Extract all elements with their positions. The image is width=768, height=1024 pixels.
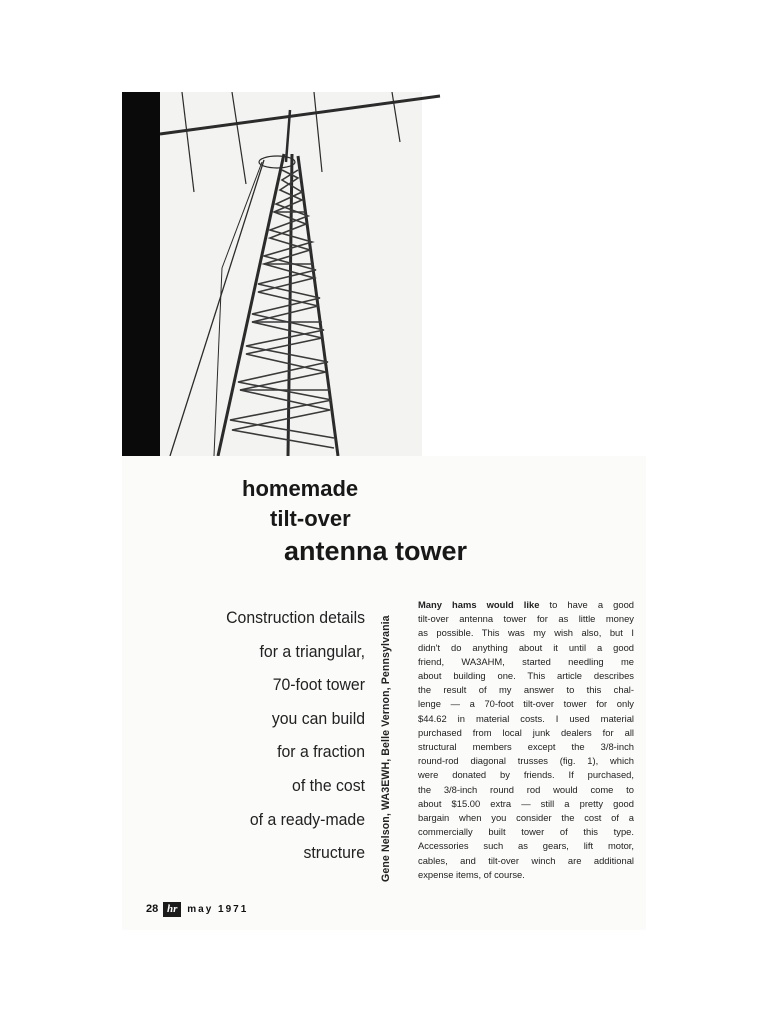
body-line: cables, and tilt-over winch are additional — [418, 854, 634, 866]
body-line: Many hams would like to have a good — [418, 599, 635, 610]
body-line: Accessories such as gears, lift motor, — [418, 840, 634, 852]
body-line: as possible. This was my wish also, but I — [418, 627, 634, 639]
body-line: commercially built tower of this type. — [418, 826, 634, 838]
body-line: $44.62 in material costs. I used material — [418, 712, 634, 724]
deck-line: for a fraction — [277, 742, 365, 762]
body-line: the 3/8-inch round rod would come to — [418, 783, 634, 795]
author-byline: Gene Nelson, WA3EWH, Belle Vernon, Pennsylvania — [380, 615, 392, 882]
magazine-logo-icon: hr — [163, 902, 181, 917]
deck-line: you can build — [271, 708, 365, 728]
antenna-tower-photo — [122, 92, 646, 456]
title-line-1: homemade — [242, 476, 359, 501]
photo-left-bar — [122, 92, 160, 456]
body-line: tilt-over antenna tower for as little money — [418, 613, 634, 625]
lead-in: Many hams would like — [418, 599, 540, 610]
body-line: about building one. This article describes — [418, 670, 634, 682]
deck-line: of a ready-made — [249, 809, 365, 829]
deck-line: for a triangular, — [259, 641, 365, 661]
page-footer — [146, 900, 248, 918]
body-line: round-rod diagonal trusses (fig. 1), which — [418, 755, 634, 767]
body-line: about $15.00 extra — still a pretty good — [418, 797, 634, 809]
article-body — [418, 598, 634, 882]
title-line-3: antenna tower — [284, 536, 468, 566]
body-line: purchased from local junk dealers for all — [418, 726, 634, 738]
body-line: bargain when you consider the cost of a — [418, 812, 634, 824]
body-line: expense items, of course. — [418, 868, 525, 880]
body-line: were donated by friends. If purchased, — [418, 769, 634, 781]
body-line: didn't do anything about it until a good — [418, 641, 634, 653]
tower-illustration — [122, 92, 646, 456]
issue-date: may 1971 — [187, 903, 249, 915]
deck-line: structure — [303, 843, 365, 863]
article-deck — [105, 608, 365, 877]
body-line: the result of my answer to this chal- — [418, 684, 634, 696]
body-line: lenge — a 70-foot tilt-over tower for only — [418, 698, 634, 710]
page-number: 28 — [146, 903, 159, 915]
deck-line: of the cost — [292, 775, 365, 795]
body-line: structural members except the 3/8-inch — [418, 741, 634, 753]
magazine-page — [122, 92, 646, 930]
title-line-2: tilt-over — [270, 506, 351, 531]
deck-line: Construction details — [226, 608, 365, 627]
deck-line: 70-foot tower — [272, 675, 365, 695]
body-line: friend, WA3AHM, started needling me — [418, 655, 634, 667]
